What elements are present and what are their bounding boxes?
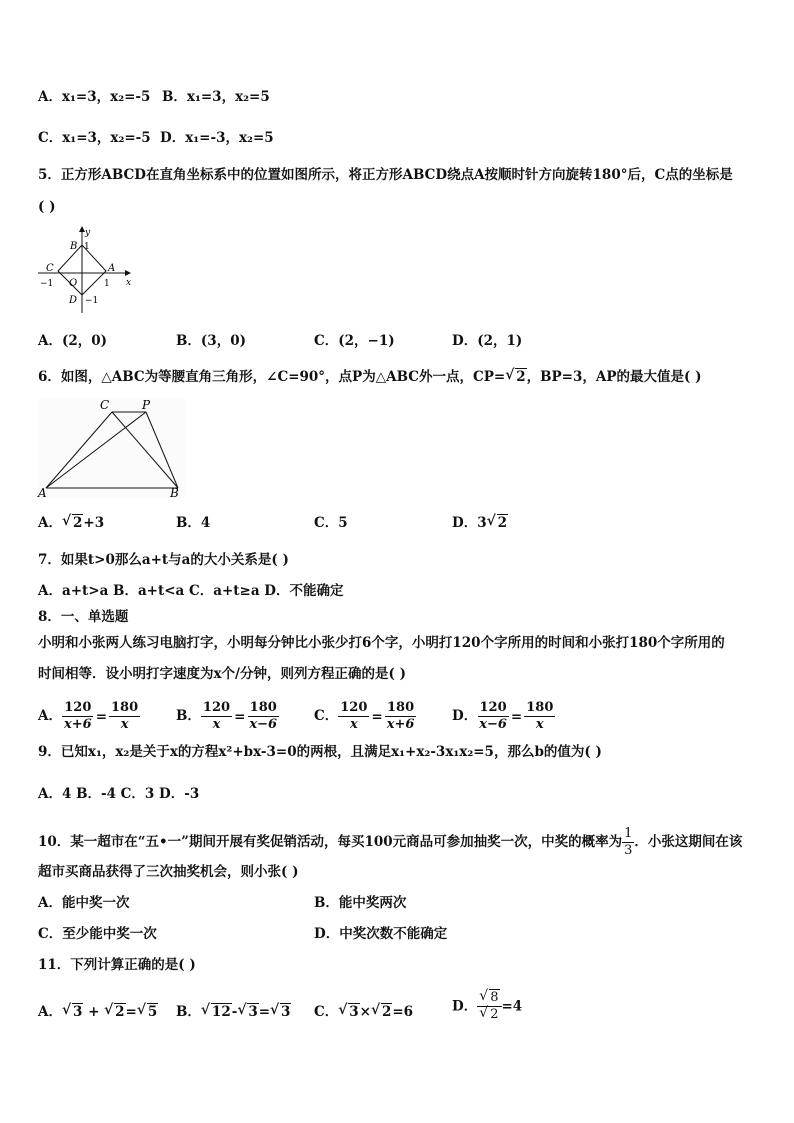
q8-heading: 8．一、单选题	[38, 609, 129, 625]
q4-option-b: B．x₁=3，x₂=5	[162, 89, 270, 105]
q11-c-sqrt-1: √ 3	[338, 1002, 359, 1020]
q11-b-minus: -	[231, 1004, 238, 1020]
q10-frac-den: 3	[624, 843, 633, 858]
q8-option-a-label: A．	[38, 708, 62, 724]
q11-b-sqrt-3: √ 3	[270, 1002, 291, 1020]
q6-sqrt-cp: √ 2	[505, 367, 526, 385]
q5-label-d: D	[69, 295, 78, 306]
q5-option-a: A．(2，0)	[38, 333, 108, 349]
q5-label-x: x	[126, 278, 132, 288]
q11-a-sqrt-1: √ 3	[61, 1002, 83, 1020]
q11-option-a	[38, 1003, 158, 1021]
q11-d-sqrt-den: √ 2	[479, 1005, 499, 1022]
q8-c-equals: =	[371, 708, 383, 725]
q8-option-a	[38, 700, 140, 733]
q9-options: A．4 B．-4 C．3 D．-3	[38, 786, 200, 802]
q8-option-d	[452, 700, 555, 733]
q11-d-tail: =4	[501, 998, 523, 1015]
q6-option-a-tail: +3	[83, 515, 105, 531]
q6-options	[38, 513, 508, 532]
q6-stem	[38, 368, 701, 386]
q8-option-d-label: D．	[452, 708, 478, 724]
q6-option-a	[38, 515, 104, 531]
q6-label-b: B	[170, 486, 179, 500]
q10-line-2: 超市买商品获得了三次抽奖机会，则小张( )	[38, 864, 299, 880]
q11-c-tail: =6	[392, 1004, 414, 1020]
q11-b-equals: =	[258, 1004, 271, 1020]
q6-option-a-radicand: 2	[72, 515, 83, 531]
q6-option-c: C．5	[314, 515, 348, 531]
q11-d-radicand-den: 2	[490, 1007, 499, 1022]
q11-b-radicand-1: 12	[211, 1004, 231, 1020]
q11-option-b-label: B．	[176, 1004, 201, 1020]
q5-stem: 5．正方形ABCD在直角坐标系中的位置如图所示，将正方形ABCD绕点A按顺时针方向旋转180°后，C点的坐标是	[38, 167, 733, 183]
q7-stem: 7．如果t>0那么a+t与a的大小关系是( )	[38, 552, 289, 568]
q5-paren: ( )	[38, 199, 56, 215]
q9-stem: 9．已知x₁，x₂是关于x的方程x²+bx-3=0的两根，且满足x₁+x₂-3x₁x₂=5，那么b的值为( )	[38, 744, 602, 760]
q4-option-c: C．x₁=3，x₂=-5	[38, 130, 151, 146]
q8-option-d-frac-right	[524, 700, 555, 733]
q6-stem-a: 6．如图，△ABC为等腰直角三角形，∠C=90°，点P为△ABC外一点，CP=	[38, 369, 506, 385]
q10-option-d: D．中奖次数不能确定	[314, 926, 448, 942]
q11-b-radicand-3: 3	[281, 1004, 291, 1020]
q8-line-2: 时间相等．设小明打字速度为x个/分钟，则列方程正确的是( )	[38, 666, 406, 682]
q5-label-y: y	[85, 228, 91, 238]
q11-option-c	[314, 1003, 413, 1021]
q10-stem-b: ．小张这期间在该	[634, 834, 743, 850]
q4-option-a: A．x₁=3，x₂=-5	[38, 89, 151, 105]
q8-b-num-left: 120	[202, 700, 231, 715]
q8-option-c-label: C．	[314, 708, 339, 724]
q8-a-num-left: 120	[64, 700, 92, 715]
q6-sqrt-cp-radicand: 2	[516, 369, 526, 385]
q8-d-equals: =	[510, 708, 523, 725]
q5-label-one-top: 1	[84, 242, 90, 252]
q5-label-neg1-left: −1	[40, 279, 54, 289]
q8-option-c-frac-left	[338, 700, 369, 733]
q6-option-a-sqrt: √ 2	[61, 513, 83, 531]
q11-d-radicand-num: 8	[490, 990, 499, 1005]
q8-d-den-left: x−6	[479, 717, 507, 732]
q8-option-c	[314, 700, 416, 733]
q8-b-den-right: x−6	[249, 717, 278, 732]
q8-c-den-right: x+6	[386, 717, 415, 732]
q11-a-plus: +	[83, 1004, 105, 1020]
q6-stem-b: ，BP=3，AP的最大值是( )	[526, 369, 702, 385]
q8-d-num-right: 180	[526, 700, 554, 715]
q10-probability-fraction	[622, 826, 634, 859]
q11-option-a-label: A．	[38, 1004, 62, 1020]
q5-options	[38, 332, 523, 350]
q6-option-d-sqrt: √ 2	[486, 513, 508, 531]
q10-option-c: C．至少能中奖一次	[38, 926, 157, 942]
q11-a-equals: =	[125, 1004, 137, 1020]
q8-line-1: 小明和小张两人练习电脑打字，小明每分钟比小张少打6个字，小明打120个字所用的时间和小张打180个字所用的	[38, 635, 725, 651]
q11-option-d-label: D．	[452, 998, 478, 1015]
q5-option-c: C．(2，−1)	[314, 333, 395, 349]
q5-label-o: O	[69, 278, 78, 289]
q5-label-a: A	[108, 263, 116, 274]
q11-option-c-label: C．	[314, 1004, 339, 1020]
q4-option-row-1	[38, 88, 270, 106]
q8-d-num-left: 120	[479, 700, 507, 715]
q11-b-radicand-2: 3	[248, 1004, 258, 1020]
q11-c-times: ×	[359, 1004, 371, 1020]
q10-option-a: A．能中奖一次	[38, 895, 130, 911]
q11-b-sqrt-1: √ 12	[200, 1002, 231, 1020]
q8-d-den-right: x	[535, 717, 544, 732]
q8-option-a-frac-left	[62, 700, 94, 733]
q8-b-num-right: 180	[249, 700, 277, 715]
q11-a-sqrt-3: √ 5	[136, 1002, 158, 1020]
q8-c-num-right: 180	[386, 700, 415, 715]
q8-b-equals: =	[234, 708, 246, 725]
q11-d-fraction	[477, 990, 501, 1023]
q10-stem	[38, 826, 742, 859]
q8-a-den-right: x	[120, 717, 129, 732]
q6-label-c: C	[100, 398, 110, 412]
q8-option-d-frac-left	[477, 700, 509, 733]
q5-label-b: B	[70, 241, 78, 252]
q8-option-b-label: B．	[176, 708, 201, 724]
q6-option-d-radicand: 2	[497, 515, 508, 531]
q11-a-radicand-3: 5	[147, 1004, 158, 1020]
q6-option-d-label: D．3	[452, 515, 487, 531]
q10-options-row-1	[38, 894, 407, 912]
q11-c-radicand-2: 2	[381, 1004, 392, 1020]
q4-option-d: D．x₁=-3，x₂=5	[160, 130, 274, 146]
q6-option-d	[452, 514, 508, 532]
q8-b-den-left: x	[212, 717, 221, 732]
q8-a-num-right: 180	[111, 700, 139, 715]
q10-frac-num: 1	[624, 826, 633, 841]
q8-option-b-frac-right	[247, 700, 279, 733]
q11-d-sqrt-num: √ 8	[479, 988, 499, 1005]
q5-label-one-right: 1	[104, 279, 110, 289]
q11-a-sqrt-2: √ 2	[104, 1002, 125, 1020]
q8-option-b-frac-left	[201, 700, 232, 733]
q8-option-a-frac-right	[109, 700, 140, 733]
q6-label-a: A	[38, 486, 47, 500]
q10-options-row-2	[38, 925, 448, 943]
q8-option-c-frac-right	[385, 700, 417, 733]
q11-c-radicand-1: 3	[349, 1004, 359, 1020]
q6-option-a-label: A．	[38, 515, 62, 531]
q11-d-den	[477, 1007, 501, 1023]
q6-label-p: P	[142, 398, 151, 412]
q8-option-b	[176, 700, 279, 733]
q11-stem: 11．下列计算正确的是( )	[38, 957, 196, 973]
q5-coordinate-figure	[36, 225, 140, 317]
q11-option-d	[452, 990, 522, 1023]
q5-label-neg1-bottom: −1	[85, 296, 99, 306]
q8-a-equals: =	[95, 708, 107, 725]
q11-b-sqrt-2: √ 3	[237, 1002, 258, 1020]
q11-a-radicand-1: 3	[72, 1004, 83, 1020]
q10-stem-a: 10．某一超市在“五•一”期间开展有奖促销活动，每买100元商品可参加抽奖一次，中奖的概率为	[38, 834, 623, 850]
q6-triangle-figure	[36, 396, 188, 500]
q11-a-radicand-2: 2	[115, 1004, 125, 1020]
q8-c-num-left: 120	[340, 700, 368, 715]
q5-label-c: C	[46, 263, 54, 274]
q11-c-sqrt-2: √ 2	[370, 1002, 392, 1020]
q7-options: A．a+t>a B．a+t<a C．a+t≥a D．不能确定	[38, 583, 344, 599]
q5-option-d: D．(2，1)	[452, 333, 523, 349]
q8-c-den-left: x	[349, 717, 358, 732]
q11-option-b	[176, 1003, 291, 1021]
q6-option-b: B．4	[176, 515, 211, 531]
q4-option-row-2	[38, 129, 274, 147]
q10-option-b: B．能中奖两次	[314, 895, 407, 911]
q5-option-b: B．(3，0)	[176, 333, 246, 349]
q8-a-den-left: x+6	[63, 717, 92, 732]
